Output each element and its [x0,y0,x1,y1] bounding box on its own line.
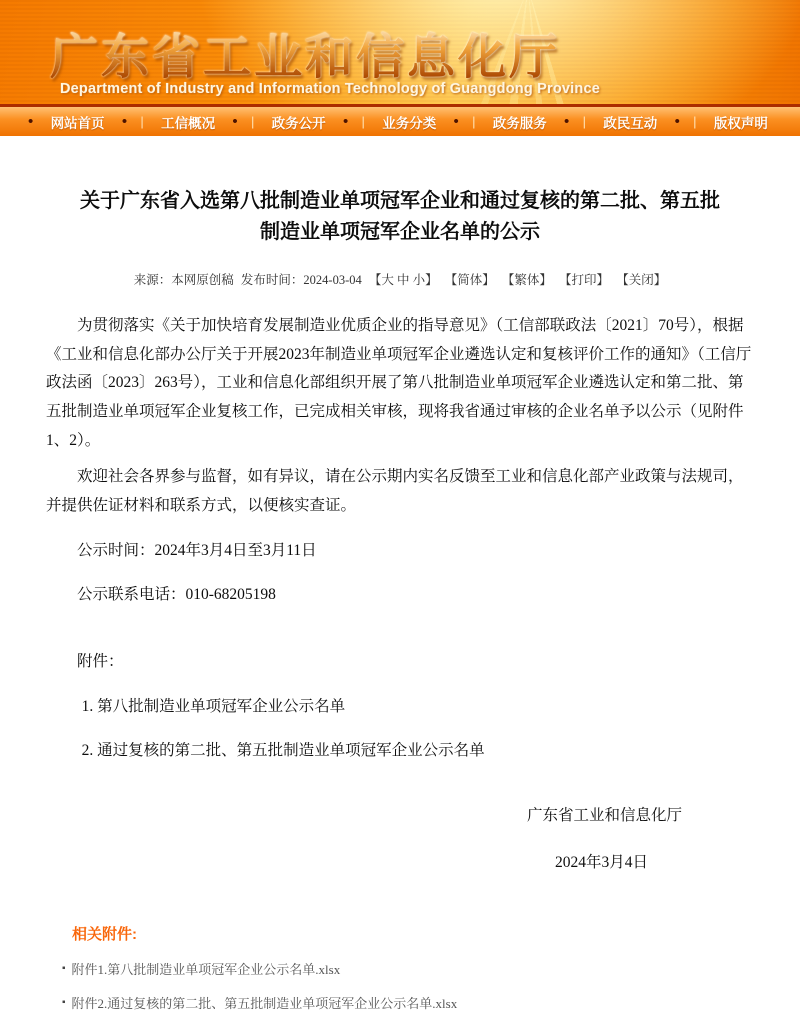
notice-phone: 公示联系电话：010-68205198 [77,586,276,604]
nav-dot-icon: • [453,113,459,130]
meta-publish-date: 发布时间：2024-03-04 [240,273,362,287]
related-attachment-link-2[interactable]: 附件2.通过复核的第二批、第五批制造业单项冠军企业公示名单.xlsx [71,996,458,1012]
nav-pipe-divider: | [693,114,697,129]
nav-pipe-divider: | [250,114,255,129]
site-title: 广东省工业和信息化厅 [50,18,560,87]
nav-dot-icon: • [564,113,570,130]
nav-dot-icon: • [342,113,349,130]
bullet-icon: ▪ [62,997,66,1009]
related-attachments-section [0,923,800,1012]
article-content [0,186,800,877]
close-button[interactable]: 【关闭】 [616,273,667,287]
meta-source: 来源：本网原创稿 [133,273,234,287]
nav-pipe-divider: | [361,114,365,129]
nav-item-home[interactable]: 网站首页 [50,115,105,131]
nav-dot-icon: • [232,113,238,130]
attachment-label: 附件： [77,653,124,671]
site-subtitle-english: Department of Industry and Information Technology of Guangdong Province [60,81,600,97]
nav-item-overview[interactable]: 工信概况 [161,115,216,131]
issue-date: 2024年3月4日 [554,853,648,871]
related-attachment-row [62,993,800,1012]
related-attachments-heading: 相关附件: [72,926,137,944]
nav-item-copyright[interactable]: 版权声明 [713,115,768,131]
article-title: 关于广东省入选第八批制造业单项冠军企业和通过复核的第二批、第五批制造业单项冠军企业名单的公示 [80,190,720,243]
nav-item-public-affairs[interactable]: 政务公开 [271,115,326,131]
nav-pipe-divider: | [582,114,586,129]
nav-pipe-divider: | [472,114,476,129]
font-size-control[interactable]: 【大 中 小】 [368,273,438,287]
nav-dot-icon: • [674,113,680,130]
print-button[interactable]: 【打印】 [559,273,610,287]
simplified-chinese-button[interactable]: 【简体】 [444,273,495,287]
attachment-item-1[interactable]: 1. 第八批制造业单项冠军企业公示名单 [81,697,346,715]
site-banner [0,0,800,104]
notice-period: 公示时间：2024年3月4日至3月11日 [77,541,317,559]
nav-pipe-divider: | [140,114,144,129]
traditional-chinese-button[interactable]: 【繁体】 [501,273,552,287]
issuing-authority: 广东省工业和信息化厅 [526,807,682,825]
paragraph: 为贯彻落实《关于加快培育发展制造业优质企业的指导意见》（工信部联政法〔2021〕70号），根据《工业和信息化部办公厅关于开展2023年制造业单项冠军企业遴选认定和复核评价工作的通知》（工信厅政法函〔2023〕263号），工业和信息化部组织开展了第八批制造业单项冠军企业遴选认定和第二批、第五批制造业单项冠军企业复核工作，已完成相关审核，现将我省通过审核的企业名单予以公示（见附件1、2）。 [46,317,752,449]
nav-item-public-interaction[interactable]: 政民互动 [603,115,658,131]
attachment-item-2[interactable]: 2. 通过复核的第二批、第五批制造业单项冠军企业公示名单 [81,742,485,760]
related-attachment-link-1[interactable]: 附件1.第八批制造业单项冠军企业公示名单.xlsx [71,962,341,978]
related-attachment-row [62,959,800,978]
bullet-icon: ▪ [62,963,66,975]
nav-item-business-category[interactable]: 业务分类 [382,115,437,131]
article-body [46,312,754,877]
main-navbar [0,104,800,136]
article-meta [46,270,754,288]
paragraph: 欢迎社会各界参与监督，如有异议，请在公示期内实名反馈至工业和信息化部产业政策与法规司，并提供佐证材料和联系方式，以便核实查证。 [46,468,744,515]
nav-item-gov-services[interactable]: 政务服务 [492,115,547,131]
nav-dot-icon: • [28,113,34,130]
nav-dot-icon: • [121,113,128,130]
